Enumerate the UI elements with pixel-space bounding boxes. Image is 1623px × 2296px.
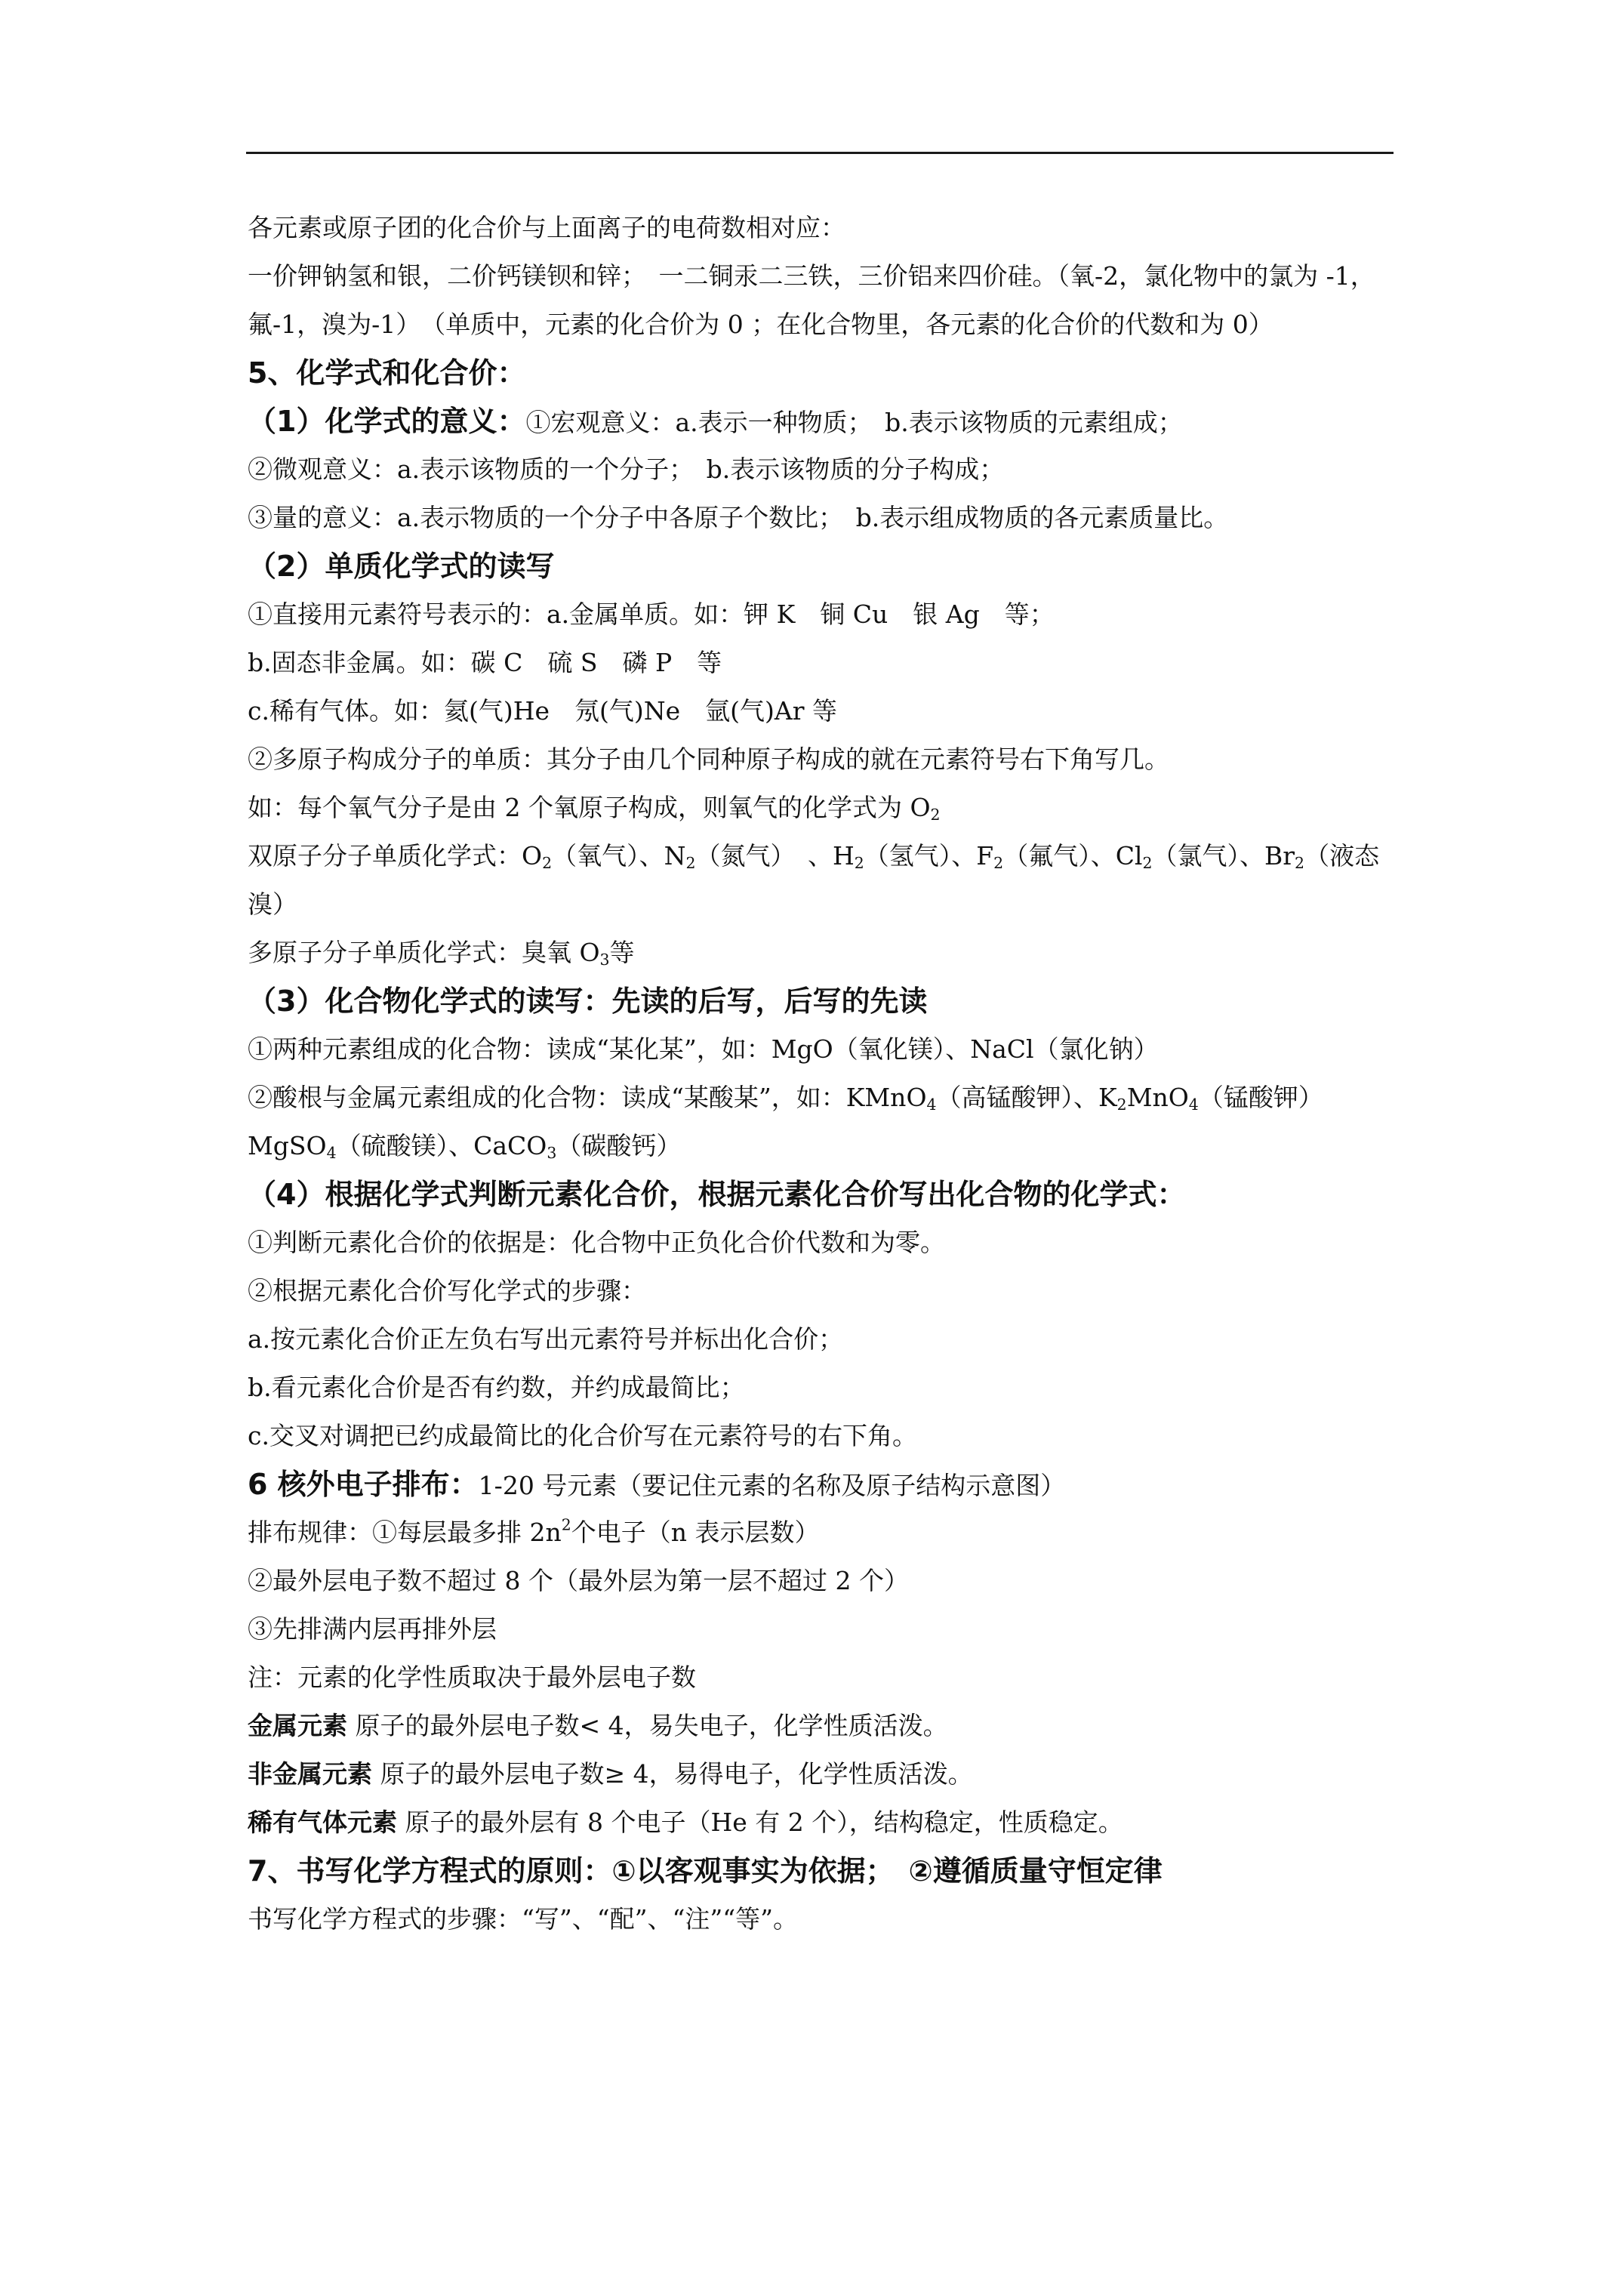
line-equation-steps [248, 1895, 1403, 1943]
text: （氢气）、F [864, 841, 994, 871]
heading-section-5 [248, 349, 1403, 397]
subscript: 4 [926, 1096, 937, 1114]
subscript: 3 [599, 951, 610, 969]
line-note [248, 1653, 1403, 1702]
text: a.按元素化合价正左负右写出元素符号并标出化合价； [248, 1324, 844, 1354]
text: 等 [609, 938, 635, 967]
subscript: 3 [547, 1144, 557, 1163]
line-acid-radical-compound [248, 1074, 1403, 1122]
line-outer-shell-limit [248, 1557, 1403, 1605]
line-oxygen-example [248, 784, 1403, 832]
line-valence-basis [248, 1219, 1403, 1267]
subscript: 2 [854, 854, 864, 873]
text: 书写化学方程式的步骤：“写”、“配”、“注”“等”。 [248, 1904, 798, 1934]
text: ①两种元素组成的化合物：读成“某化某”，如：MgO（氧化镁）、NaCl（氯化钠） [248, 1034, 1159, 1064]
text: 排布规律：①每层最多排 2n [248, 1518, 562, 1547]
text: b.看元素化合价是否有约数，并约成最简比； [248, 1373, 745, 1402]
text: （硫酸镁）、CaCO [336, 1131, 547, 1160]
term: 非金属元素 [248, 1759, 372, 1789]
document-body [248, 204, 1403, 1943]
paragraph-valence-rhyme [248, 252, 1403, 349]
line-formula-steps [248, 1267, 1403, 1315]
line-step-a [248, 1315, 1403, 1364]
subheading: （1）化学式的意义： [248, 405, 526, 438]
text: （碳酸钙） [556, 1131, 682, 1160]
text: ①宏观意义：a.表示一种物质； b.表示该物质的元素组成； [525, 408, 1183, 437]
line-metal-element [248, 1702, 1403, 1750]
line-diatomic-molecules [248, 832, 1403, 929]
superscript: 2 [561, 1515, 571, 1534]
text: 原子的最外层电子数< 4，易失电子，化学性质活泼。 [347, 1711, 948, 1740]
subscript: 2 [1295, 854, 1305, 873]
header-rule [246, 152, 1394, 154]
text: c.稀有气体。如：氦(气)He 氖(气)Ne 氩(气)Ar 等 [248, 696, 838, 726]
line-noble-gas [248, 687, 1403, 735]
subheading: （2）单质化学式的读写 [248, 550, 555, 583]
text: （氟气）、Cl [1003, 841, 1143, 871]
subscript: 2 [993, 854, 1004, 873]
line-polyatomic-rule [248, 735, 1403, 784]
text: （氮气） 、H [695, 841, 855, 871]
heading-valence-formula [248, 1170, 1403, 1219]
subscript: 2 [542, 854, 553, 873]
text: 1-20 号元素（要记住元素的名称及原子结构示意图） [478, 1471, 1066, 1500]
subscript: 4 [326, 1144, 337, 1163]
line-solid-nonmetal [248, 639, 1403, 687]
text: ③先排满内层再排外层 [248, 1614, 497, 1644]
text: （锰酸钾） [1198, 1083, 1323, 1112]
text: b.固态非金属。如：碳 C 硫 S 磷 P 等 [248, 648, 722, 677]
line-step-c [248, 1412, 1403, 1460]
text: 如：每个氧气分子是由 2 个氧原子构成，则氧气的化学式为 O [248, 793, 931, 822]
text: （氧气）、N [552, 841, 686, 871]
term: 金属元素 [248, 1711, 347, 1740]
line-binary-compound [248, 1025, 1403, 1074]
line-inner-first [248, 1605, 1403, 1653]
subheading: （4）根据化学式判断元素化合价，根据元素化合价写出化合物的化学式： [248, 1178, 1186, 1211]
text: 原子的最外层电子数≥ 4，易得电子，化学性质活泼。 [372, 1759, 973, 1789]
text: 各元素或原子团的化合价与上面离子的电荷数相对应： [248, 213, 845, 242]
section-heading: 7、书写化学方程式的原则：①以客观事实为依据； ②遵循质量守恒定律 [248, 1854, 1163, 1888]
heading-simple-substance [248, 542, 1403, 590]
line-arrangement-rule [248, 1509, 1403, 1557]
text: ②根据元素化合价写化学式的步骤： [248, 1276, 646, 1305]
text: ②微观意义：a.表示该物质的一个分子； b.表示该物质的分子构成； [248, 455, 1005, 484]
line-sulfate-carbonate [248, 1122, 1403, 1170]
text: ①直接用元素符号表示的：a.金属单质。如：钾 K 铜 Cu 银 Ag 等； [248, 599, 1055, 629]
text: 多原子分子单质化学式：臭氧 O [248, 938, 600, 967]
text: 个电子（n 表示层数） [571, 1518, 820, 1547]
subheading: （3）化合物化学式的读写：先读的后写，后写的先读 [248, 985, 928, 1018]
text: 注：元素的化学性质取决于最外层电子数 [248, 1663, 696, 1692]
text: ②最外层电子数不超过 8 个（最外层为第一层不超过 2 个） [248, 1566, 909, 1595]
text: 一价钾钠氢和银，二价钙镁钡和锌； 一二铜汞二三铁，三价铝来四价硅。（氧-2，氯化物中的氯为 -1，氟-1，溴为-1） （单质中，元素的化合价为 0 ；在化合物里，各元素的化合价的代数和为 0） [248, 261, 1375, 339]
subscript: 2 [930, 806, 941, 824]
line-noble-gas-element [248, 1798, 1403, 1847]
subscript: 4 [1188, 1096, 1199, 1114]
line-quantity-meaning [248, 494, 1403, 542]
section-heading: 5、化学式和化合价： [248, 356, 526, 390]
line-formula-meaning [248, 397, 1403, 445]
heading-compound-reading [248, 977, 1403, 1025]
text: 原子的最外层有 8 个电子（He 有 2 个），结构稳定，性质稳定。 [397, 1808, 1123, 1837]
line-step-b [248, 1364, 1403, 1412]
text: ③量的意义：a.表示物质的一个分子中各原子个数比； b.表示组成物质的各元素质量比。 [248, 503, 1229, 532]
line-metal-elements [248, 590, 1403, 639]
text: ①判断元素化合价的依据是：化合物中正负化合价代数和为零。 [248, 1228, 945, 1257]
text: c.交叉对调把已约成最简比的化合价写在元素符号的右下角。 [248, 1421, 917, 1450]
subscript: 2 [1142, 854, 1153, 873]
subscript: 2 [685, 854, 696, 873]
text: MgSO [248, 1131, 327, 1160]
heading-section-7 [248, 1847, 1403, 1895]
line-micro-meaning [248, 445, 1403, 494]
text: MnO [1126, 1083, 1189, 1112]
subscript: 2 [1116, 1096, 1127, 1114]
paragraph-valence-intro [248, 204, 1403, 252]
line-ozone [248, 929, 1403, 977]
text: （液态溴） [248, 841, 1380, 919]
text: （高锰酸钾）、K [936, 1083, 1117, 1112]
section-heading: 6 核外电子排布： [248, 1468, 479, 1501]
text: ②酸根与金属元素组成的化合物：读成“某酸某”，如：KMnO [248, 1083, 927, 1112]
line-nonmetal-element [248, 1750, 1403, 1798]
text: 双原子分子单质化学式：O [248, 841, 543, 871]
term: 稀有气体元素 [248, 1808, 397, 1837]
text: ②多原子构成分子的单质：其分子由几个同种原子构成的就在元素符号右下角写几。 [248, 744, 1169, 774]
heading-section-6 [248, 1460, 1403, 1509]
text: （氯气）、Br [1152, 841, 1295, 871]
